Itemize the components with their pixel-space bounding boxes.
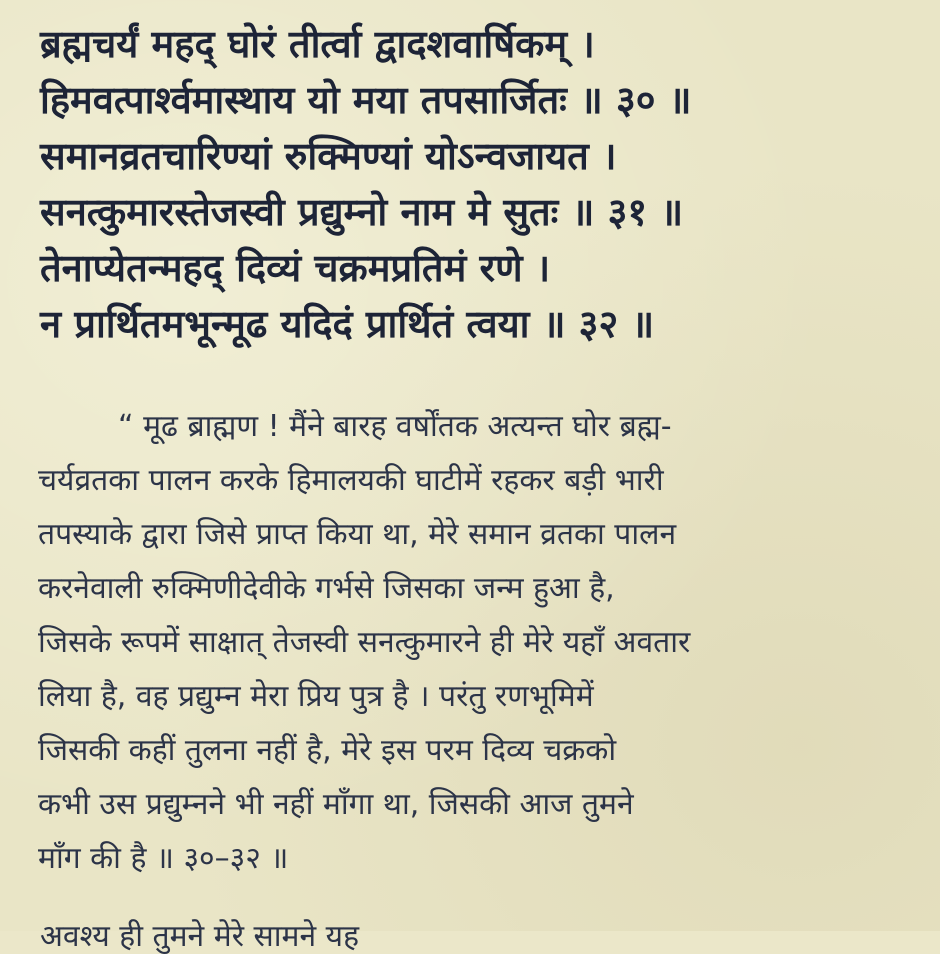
verse-line: ब्रह्मचर्यं महद् घोरं तीर्त्वा द्वादशवार्षिकम् । xyxy=(40,22,595,66)
translation-line: तपस्याके द्वारा जिसे प्राप्त किया था, मेरे समान व्रतका पालन xyxy=(38,517,677,552)
cut-off-next-line xyxy=(40,918,640,954)
cut-off-text: अवश्य ही तुमने मेरे सामने यह xyxy=(40,919,360,954)
translation-line: “ मूढ ब्राह्मण ! मैंने बारह वर्षोंतक अत्यन्त घोर ब्रह्म- xyxy=(118,409,672,444)
translation-line: कभी उस प्रद्युम्नने भी नहीं माँगा था, जिसकी आज तुमने xyxy=(38,787,634,822)
translation-line: लिया है, वह प्रद्युम्न मेरा प्रिय पुत्र है । परंतु रणभूमिमें xyxy=(38,679,594,714)
verse-line: सनत्कुमारस्तेजस्वी प्रद्युम्नो नाम मे सुतः ॥ ३१ ॥ xyxy=(40,190,684,234)
translation-line: जिसके रूपमें साक्षात् तेजस्वी सनत्कुमारने ही मेरे यहाँ अवतार xyxy=(38,625,691,660)
verse-line: समानव्रतचारिण्यां रुक्मिण्यां योऽन्वजायत । xyxy=(40,134,617,178)
verse-line: न प्रार्थितमभून्मूढ यदिदं प्रार्थितं त्वया ॥ ३२ ॥ xyxy=(40,302,655,346)
sanskrit-verses xyxy=(40,16,920,352)
verse-line: तेनाप्येतन्महद् दिव्यं चक्रमप्रतिमं रणे । xyxy=(40,246,551,290)
translation-line: जिसकी कहीं तुलना नहीं है, मेरे इस परम दिव्य चक्रको xyxy=(38,733,617,768)
verse-line: हिमवत्पार्श्वमास्थाय यो मया तपसार्जितः ॥ ३० ॥ xyxy=(40,78,692,122)
translation-line: करनेवाली रुक्मिणीदेवीके गर्भसे जिसका जन्म हुआ है, xyxy=(38,571,615,606)
translation-line: माँग की है ॥ ३०–३२ ॥ xyxy=(38,841,289,876)
translation-line: चर्यव्रतका पालन करके हिमालयकी घाटीमें रहकर बड़ी भारी xyxy=(38,463,664,498)
hindi-translation xyxy=(38,400,918,886)
